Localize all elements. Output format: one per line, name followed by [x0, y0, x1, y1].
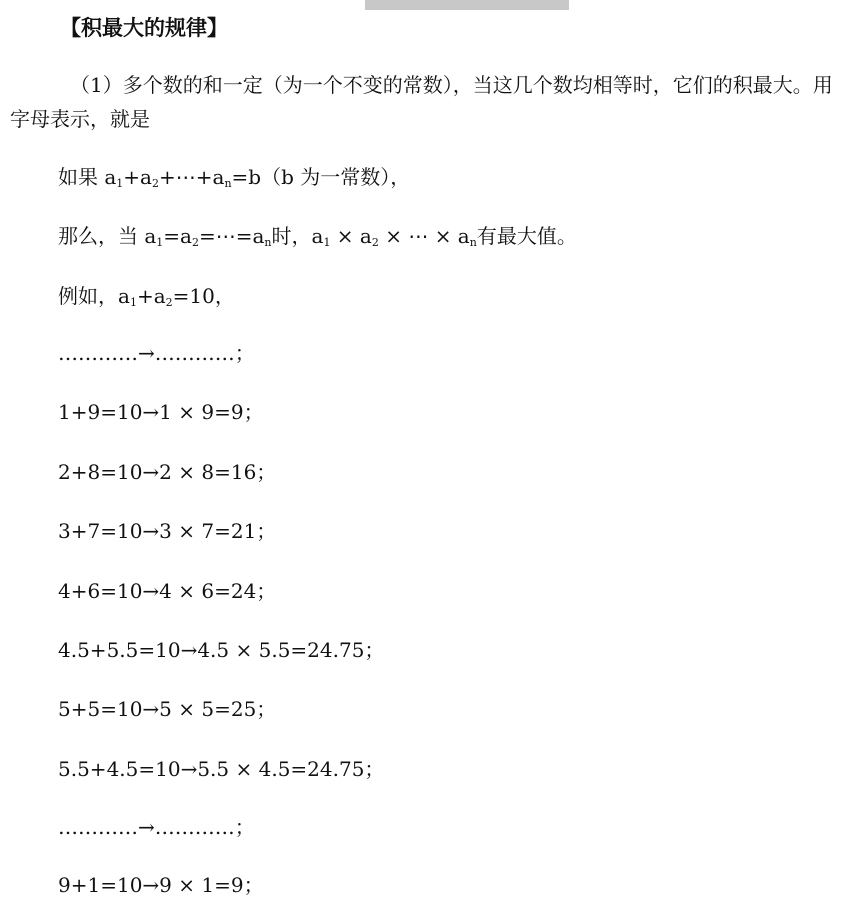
- rule-then-term: =⋯=a: [198, 224, 265, 248]
- subscript: 2: [151, 177, 159, 190]
- rule-if-term: a: [104, 165, 117, 189]
- rule-if-prefix: 如果: [58, 165, 105, 189]
- example-intro-prefix: 例如，a: [58, 284, 130, 308]
- example-line: 5+5=10→5 × 5=25；: [58, 697, 277, 721]
- section-heading: 【积最大的规律】: [60, 16, 228, 40]
- ellipsis-line: …………→…………；: [58, 815, 255, 839]
- subscript: 2: [371, 236, 379, 249]
- subscript: n: [469, 236, 477, 249]
- example-line: 4+6=10→4 × 6=24；: [58, 579, 277, 603]
- rule-if-line: [58, 162, 410, 199]
- example-line: 2+8=10→2 × 8=16；: [58, 460, 277, 484]
- top-gray-bar: [365, 0, 569, 10]
- example-line: 1+9=10→1 × 9=9；: [58, 400, 264, 424]
- subscript: 2: [165, 296, 173, 309]
- rule-then-prefix: 那么，当 a: [58, 224, 157, 248]
- subscript: 2: [191, 236, 199, 249]
- subscript: 1: [323, 236, 331, 249]
- rule-then-suffix: 有最大值。: [476, 224, 577, 248]
- rule-then-term: =a: [163, 224, 192, 248]
- ellipsis-line: …………→…………；: [58, 341, 255, 365]
- rule-if-suffix: =b（b 为一常数），: [231, 165, 411, 189]
- example-intro-line: [58, 281, 235, 318]
- subscript: 1: [129, 296, 137, 309]
- rule-paragraph: （1）多个数的和一定（为一个不变的常数），当这几个数均相等时，它们的积最大。用字母表示，就是: [10, 73, 833, 131]
- example-line: 3+7=10→3 × 7=21；: [58, 519, 277, 543]
- rule-then-line: [58, 221, 577, 258]
- rule-if-term: +a: [123, 165, 152, 189]
- rule-if-term: +⋯+a: [158, 165, 225, 189]
- example-line: 4.5+5.5=10→4.5 × 5.5=24.75；: [58, 638, 385, 662]
- example-intro-term: +a: [136, 284, 166, 308]
- rule-then-term: × ⋯ × a: [378, 224, 470, 248]
- example-line: 5.5+4.5=10→5.5 × 4.5=24.75；: [58, 757, 385, 781]
- subscript: 1: [116, 177, 124, 190]
- example-intro-suffix: =10，: [172, 284, 235, 308]
- subscript: n: [224, 177, 232, 190]
- subscript: 1: [156, 236, 164, 249]
- subscript: n: [264, 236, 272, 249]
- rule-then-term: × a: [330, 224, 372, 248]
- example-line: 9+1=10→9 × 1=9；: [58, 873, 264, 897]
- rule-then-term: 时，a: [271, 224, 324, 248]
